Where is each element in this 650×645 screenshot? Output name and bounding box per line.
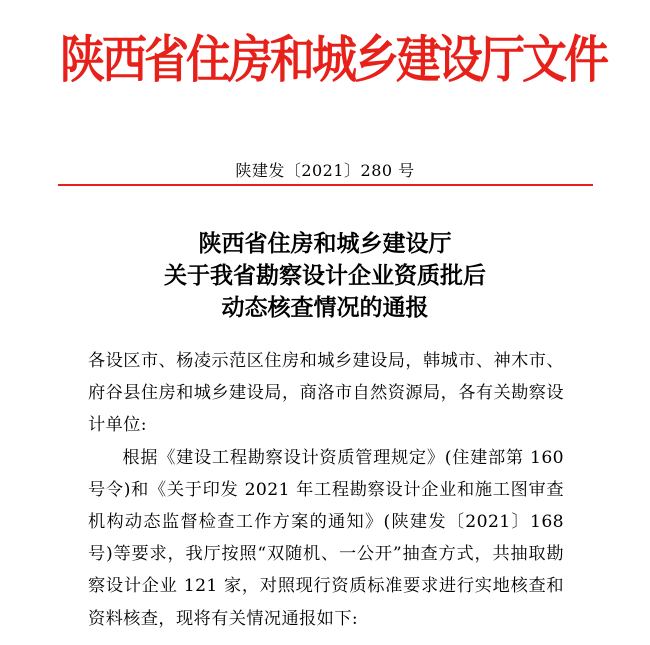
recipients-paragraph: 各设区市、杨凌示范区住房和城乡建设局，韩城市、神木市、府谷县住房和城乡建设局，商洛市自然资源局，各有关勘察设计单位: xyxy=(88,351,564,436)
document-title-line-2: 关于我省勘察设计企业资质批后 xyxy=(164,263,486,289)
red-divider-line xyxy=(58,184,593,186)
document-title-line-1: 陕西省住房和城乡建设厅 xyxy=(198,231,452,257)
document-title-line-3: 动态核查情况的通报 xyxy=(221,295,429,321)
document-title xyxy=(0,228,650,324)
body-paragraph: 根据《建设工程勘察设计资质管理规定》(住建部第 160 号令)和《关于印发 2021 年工程勘察设计企业和施工图审查机构动态监督检查工作方案的通知》(陕建发〔2021〕168 号)等要求，我厅按照“双随机、一公开”抽查方式，共抽取勘察设计企业 121 家，对照现行资质标准要求进行实地核查和资料核查，现将有关情况通报如下: xyxy=(88,447,564,629)
document-body xyxy=(88,345,564,635)
document-number: 陕建发〔2021〕280 号 xyxy=(235,161,415,180)
document-header-title: 陕西省住房和城乡建设厅文件 xyxy=(60,29,607,90)
